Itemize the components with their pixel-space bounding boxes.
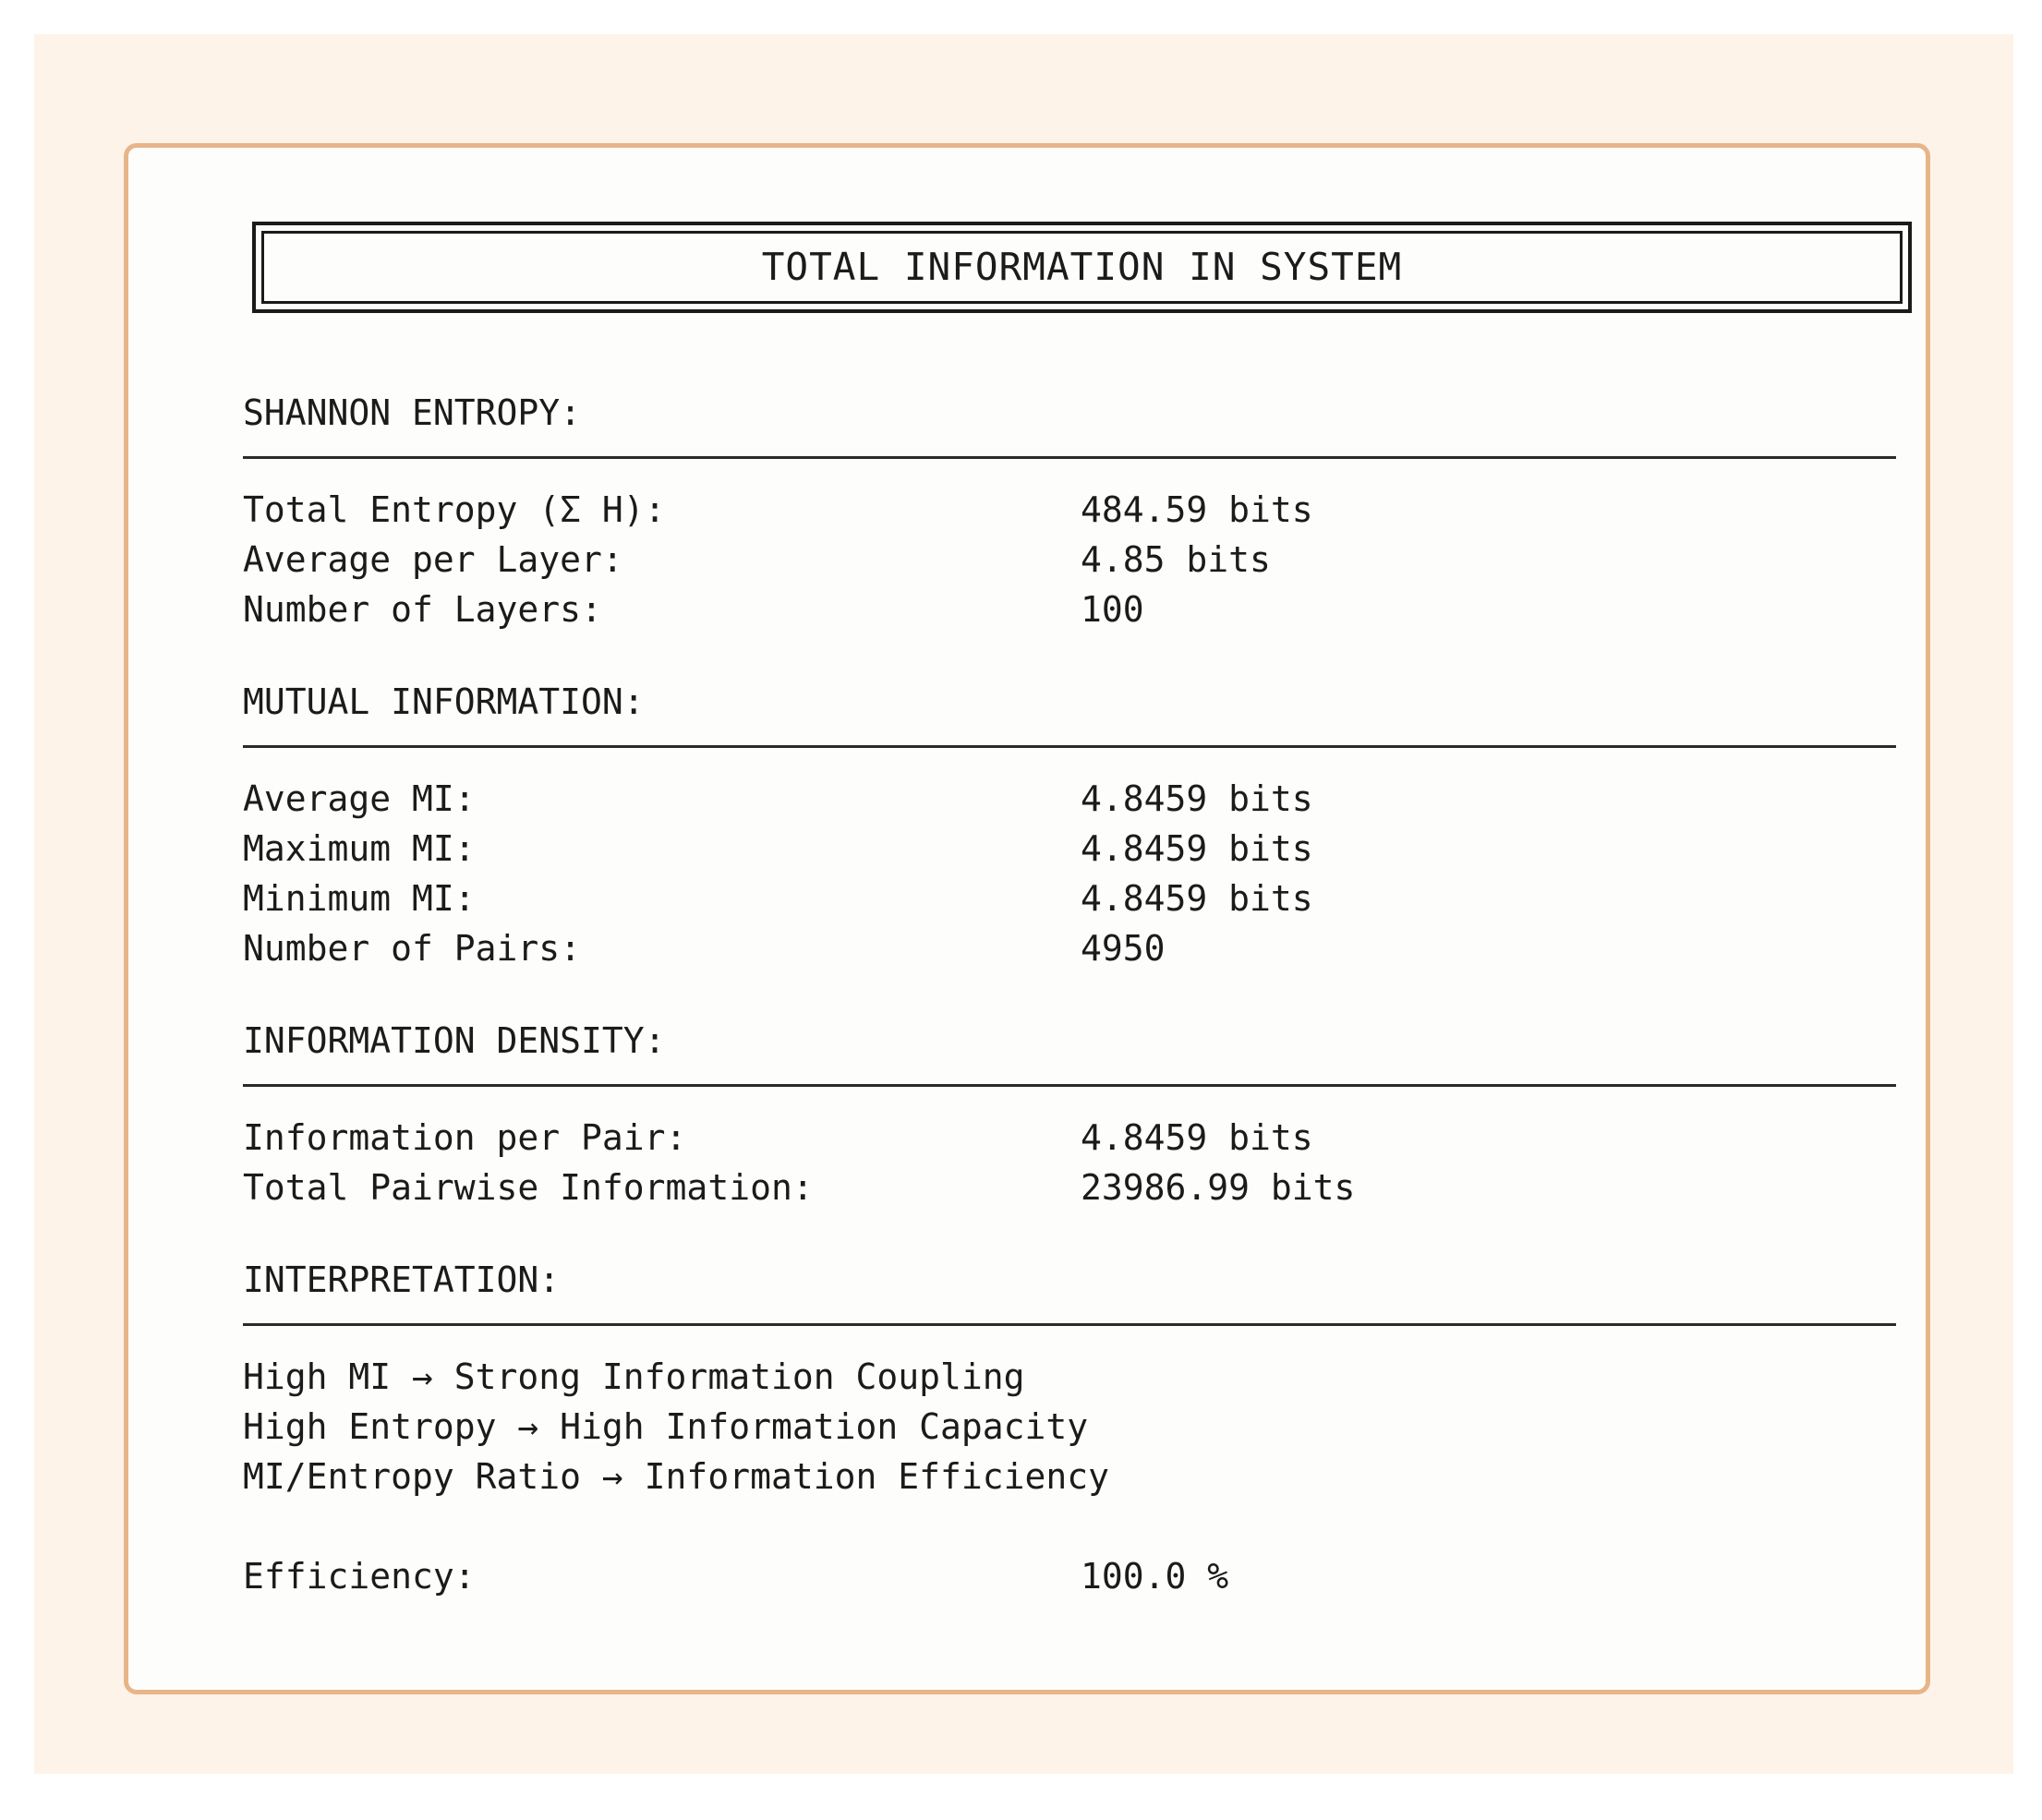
row-value: 23986.99 bits xyxy=(1081,1167,1356,1208)
row-label: Number of Layers: xyxy=(243,589,602,630)
row-label: Information per Pair: xyxy=(243,1117,687,1158)
section-header-information-density: INFORMATION DENSITY: xyxy=(243,1020,666,1061)
section-divider xyxy=(243,1084,1896,1087)
section-divider xyxy=(243,1323,1896,1326)
row-value: 4.85 bits xyxy=(1081,539,1271,580)
section-rows xyxy=(243,485,1905,634)
section-information-density xyxy=(243,1020,1905,1212)
interpretation-line: High Entropy → High Information Capacity xyxy=(243,1406,1089,1447)
section-shannon-entropy xyxy=(243,392,1905,634)
section-header-interpretation: INTERPRETATION: xyxy=(243,1260,561,1300)
section-divider xyxy=(243,456,1896,459)
row-label: Minimum MI: xyxy=(243,878,476,919)
row-label: Total Entropy (Σ H): xyxy=(243,489,666,530)
report-title-box-inner xyxy=(261,231,1903,304)
section-mutual-information xyxy=(243,681,1905,973)
interpretation-line: High MI → Strong Information Coupling xyxy=(243,1356,1025,1397)
section-spacer xyxy=(243,973,1905,1023)
row-value: 4.8459 bits xyxy=(1081,878,1313,919)
data-row xyxy=(243,535,1905,585)
row-label: Number of Pairs: xyxy=(243,928,582,969)
report-body xyxy=(243,392,1905,1601)
section-spacer xyxy=(243,634,1905,684)
row-label: Average per Layer: xyxy=(243,539,623,580)
row-value: 100.0 % xyxy=(1081,1556,1229,1597)
data-row xyxy=(243,774,1905,824)
report-title-box xyxy=(252,222,1912,313)
section-header-mutual-information: MUTUAL INFORMATION: xyxy=(243,681,645,722)
section-rows xyxy=(243,774,1905,973)
row-value: 4.8459 bits xyxy=(1081,828,1313,869)
data-row xyxy=(243,1551,1905,1601)
report-card xyxy=(124,143,1930,1694)
data-row xyxy=(243,874,1905,923)
interpretation-line: MI/Entropy Ratio → Information Efficiency xyxy=(243,1456,1109,1497)
section-rows xyxy=(243,1113,1905,1212)
row-label: Total Pairwise Information: xyxy=(243,1167,814,1208)
row-value: 484.59 bits xyxy=(1081,489,1313,530)
data-row xyxy=(243,923,1905,973)
row-value: 100 xyxy=(1081,589,1144,630)
row-label: Average MI: xyxy=(243,778,476,819)
section-spacer xyxy=(243,1212,1905,1262)
section-header-shannon-entropy: SHANNON ENTROPY: xyxy=(243,392,582,433)
row-value: 4.8459 bits xyxy=(1081,1117,1313,1158)
data-row xyxy=(243,485,1905,535)
section-interpretation xyxy=(243,1262,1905,1601)
data-row xyxy=(243,1163,1905,1212)
data-row xyxy=(243,824,1905,874)
row-label: Efficiency: xyxy=(243,1556,476,1597)
page-title: TOTAL INFORMATION IN SYSTEM xyxy=(761,245,1403,289)
row-label: Maximum MI: xyxy=(243,828,476,869)
row-value: 4950 xyxy=(1081,928,1166,969)
section-divider xyxy=(243,745,1896,748)
data-row xyxy=(243,585,1905,634)
interpretation-lines xyxy=(243,1352,1905,1501)
section-rows xyxy=(243,1551,1905,1601)
row-value: 4.8459 bits xyxy=(1081,778,1313,819)
row-spacer xyxy=(243,1501,1905,1551)
data-row xyxy=(243,1113,1905,1163)
